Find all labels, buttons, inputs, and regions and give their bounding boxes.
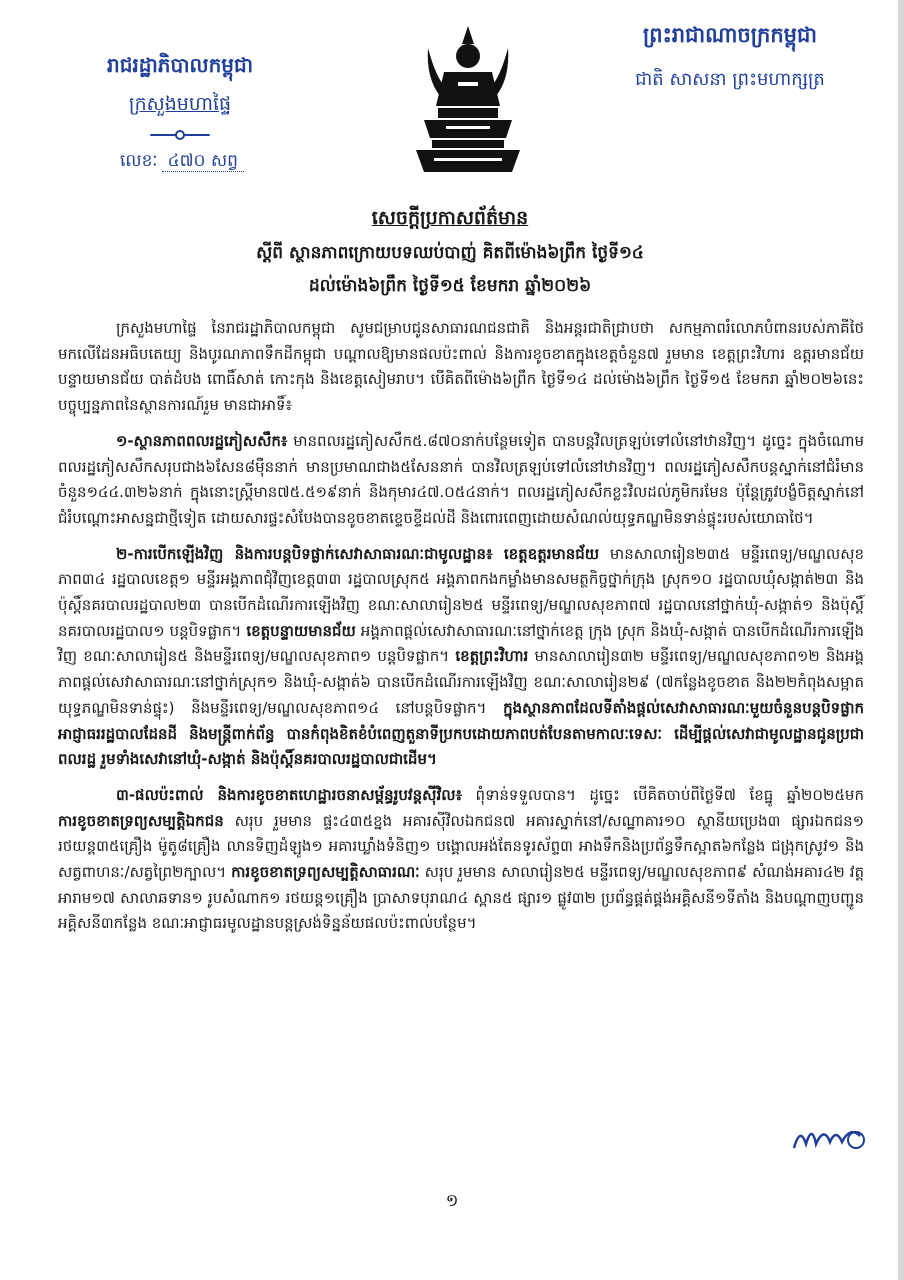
section-2-heading: ២-ការបើកឡើងវិញ និងការបន្តបិទផ្លាក់សេវាសាធារណៈជាមូលដ្ឋាន៖ ខេត្តឧត្តរមានជ័យ — [116, 544, 600, 563]
initials-signature-icon — [790, 1118, 870, 1158]
section-3-text-b: សរុប រួមមាន ផ្ទះ៤៣៥ខ្នង អគារស៊ីវិលឯកជន៧ អគារស្នាក់នៅ/សណ្ឋាគារ១០ ស្ថានីយប្រេង៣ ផ្សារឯកជន១ រថយន្ត៣៥គ្រឿង ម៉ូតូ៨គ្រឿង លានទិញដំឡូង១ អគារឃ្លាំងទំនិញ១ បង្គោលអង់តែនទូរស័ព្ទ៣ អាងទឹកនិងប្រព័ន្ធទឹកស្អាត៦កន្លែង ជង្រុកស្រូវ១ និងសត្វពាហនៈ/សត្វព្រៃ២ក្បាល។ — [58, 811, 864, 882]
section-3-heading: ៣-ផលប៉ះពាល់ និងការខូចខាតហេដ្ឋារចនាសម្ព័ន្ធរូបវន្តស៊ីវិល៖ — [116, 785, 463, 804]
document-number-value: ៤៧០ សព្វ — [162, 151, 244, 172]
intro-paragraph: ក្រសួងមហាផ្ទៃ នៃរាជរដ្ឋាភិបាលកម្ពុជា សូមជម្រាបជូនសាធារណជនជាតិ និងអន្តរជាតិជ្រាបថា សកម្មភាពរំលោភបំពានរបស់ភាគីថៃ មកលើដែនអធិបតេយ្យ និងបូរណភាពទឹកដីកម្ពុជា បណ្តាលឱ្យមានផលប៉ះពាល់ និងការខូចខាតក្នុងខេត្តចំនួន៧ រួមមាន ខេត្តព្រះវិហារ ឧត្តរមានជ័យ បន្ទាយមានជ័យ បាត់ដំបង ពោធិ៍សាត់ កោះកុង និងខេត្តសៀមរាប។ បើគិតពីម៉ោង៦ព្រឹក ថ្ងៃទី១៤ ដល់ម៉ោង៦ព្រឹក ថ្ងៃទី១៥ ខែមករា ឆ្នាំ២០២៦នេះ បច្ចុប្បន្នភាពនៃស្ថានការណ៍រួម មានជាអាទិ៍៖ — [58, 319, 864, 415]
page-edge — [898, 0, 904, 1280]
section-3-text-c: សរុប រួមមាន សាលារៀន២៥ មន្ទីរពេទ្យ/មណ្ឌលសុខភាព៩ សំណង់អគារ៤២ វត្តអារាម១៧ សាលាឆទាន១ រូបសំណាក១ រថយន្ត១គ្រឿង ប្រាសាទបុរាណ៤ ស្ពាន៥ ផ្សារ១ ផ្លូវ៣២ ប្រព័ន្ធផ្គត់ផ្គង់អគ្គិសនី១ទីតាំង និងបណ្តាញបញ្ជូនអគ្គិសនី៣កន្លែង ខណៈអាជ្ញាធរមូលដ្ឋានបន្តស្រង់ទិន្នន័យផលប៉ះពាល់បន្ថែម។ — [58, 863, 864, 933]
document-number — [120, 150, 244, 175]
national-motto: ជាតិ សាសនា ព្រះមហាក្សត្រ — [635, 69, 825, 90]
section-1-text: មានពលរដ្ឋភៀសសឹក៥.៨៧០នាក់បន្ថែមទៀត បានបន្តវិលត្រឡប់ទៅលំនៅឋានវិញ។ ដូច្នេះ ក្នុងចំណោមពលរដ្ឋភៀសសឹកសរុបជាង៦សែន៨ម៉ឺននាក់ មានប្រមាណជាង៥សែននាក់ បានវិលត្រឡប់ទៅលំនៅឋានវិញ។ ពលរដ្ឋភៀសសឹកបន្តស្នាក់នៅជំរំមានចំនួន១៤៤.៣២៦នាក់ ក្នុងនោះស្ត្រីមាន៧៥.៥១៩នាក់ និងកុមារ៤៧.០៥៤នាក់។ ពលរដ្ឋភៀសសឹកខ្លះវិលដល់ភូមិករមែន ប៉ុន្តែត្រូវបង្ខំចិត្តស្នាក់នៅជំរំបណ្តោះអាសន្នជាថ្មីទៀត ដោយសារផ្ទះសំបែងបានខូចខាតខ្ទេចខ្ទីដល់ដី និងពោរពេញដោយសំណល់យុទ្ធភណ្ឌមិនទាន់ផ្ទុះរបស់យោធាថៃ។ — [58, 431, 864, 527]
section-3-paragraph — [58, 783, 864, 937]
title-line-3: ដល់ម៉ោង៦ព្រឹក ថ្ងៃទី១៥ ខែមករា ឆ្នាំ២០២៦ — [308, 276, 592, 296]
document-body — [58, 316, 864, 947]
section-2-heading-c: ខេត្តព្រះវិហារ — [455, 647, 529, 666]
page-number: ១ — [445, 1191, 459, 1211]
ministry-header — [60, 52, 300, 140]
ministry-name: ក្រសួងមហាផ្ទៃ — [128, 93, 232, 115]
section-3-heading-c: ការខូចខាតទ្រព្យសម្បត្តិសាធារណៈ — [231, 863, 420, 882]
section-3-text-a: ពុំទាន់ទទួលបាន។ ដូច្នេះ បើគិតចាប់ពីថ្ងៃទី៧ ខែធ្នូ ឆ្នាំ២០២៥មក — [462, 785, 864, 804]
section-2-text-b: អង្គភាពផ្តល់សេវាសាធារណៈនៅថ្នាក់ខេត្ត ក្រុង ស្រុក និងឃុំ-សង្កាត់ បានបើកដំណើរការឡើងវិញ ខណៈសាលារៀន៥ និងមន្ទីរពេទ្យ/មណ្ឌលសុខភាព១ បន្តបិទផ្លាក។ — [58, 621, 864, 666]
kingdom-header — [590, 22, 870, 94]
section-3-heading-b: ការខូចខាតទ្រព្យសម្បត្តិឯកជន — [58, 811, 224, 830]
ornament-icon — [150, 130, 210, 140]
section-2-tail: ក្នុងស្ថានភាពដែលទីតាំងផ្តល់សេវាសាធារណៈមួយចំនួនបន្តបិទផ្លាក អាជ្ញាធររដ្ឋបាលដែនដី និងមន្ត្រីពាក់ព័ន្ធ បានកំពុងខិតខំបំពេញតួនាទីប្រកបដោយភាពបត់បែនតាមកាលៈទេសៈ ដើម្បីផ្តល់សេវាជាមូលដ្ឋានជូនប្រជាពលរដ្ឋ រួមទាំងសេវានៅឃុំ-សង្កាត់ និងប៉ុស្តិ៍នគរបាលរដ្ឋបាលជាដើម។ — [58, 698, 864, 769]
title-line-1: សេចក្តីប្រកាសព័ត៌មាន — [371, 207, 529, 229]
title-line-2: ស្តីពី ស្ថានភាពក្រោយបទឈប់បាញ់ គិតពីម៉ោង៦ព្រឹក ថ្ងៃទី១៤ — [256, 243, 644, 263]
royal-emblem-icon — [398, 22, 538, 182]
section-2-text-a: មានសាលារៀន២៣៥ មន្ទីរពេទ្យ/មណ្ឌលសុខភាព៣៤ រដ្ឋបាលខេត្ត១ មន្ទីរអង្គភាពជុំវិញខេត្ត៣៣ រដ្ឋបាលស្រុក៥ អង្គភាពកងកម្លាំងមានសមត្ថកិច្ចថ្នាក់ក្រុង ស្រុក១០ រដ្ឋបាលឃុំសង្កាត់២៣ និងប៉ុស្តិ៍នគរបាលរដ្ឋបាល២៣ បានបើកដំណើរការឡើងវិញ ខណៈសាលារៀន២៥ មន្ទីរពេទ្យ/មណ្ឌលសុខភាព៧ រដ្ឋបាលនៅថ្នាក់ឃុំ-សង្កាត់១ និងប៉ុស្តិ៍នគរបាលរដ្ឋបាល១ បន្តបិទផ្លាក។ — [58, 544, 864, 640]
kingdom-name: ព្រះរាជាណាចក្រកម្ពុជា — [642, 23, 817, 47]
document-number-label: លេខៈ — [120, 151, 158, 171]
section-2-heading-b: ខេត្តបន្ទាយមានជ័យ — [246, 621, 356, 640]
document-title — [100, 206, 800, 300]
section-2-paragraph — [58, 542, 864, 773]
section-2-text-c: មានសាលារៀន៣២ មន្ទីរពេទ្យ/មណ្ឌលសុខភាព១២ និងអង្គភាពផ្តល់សេវាសាធារណៈនៅថ្នាក់ស្រុក១ និងឃុំ-សង្កាត់៦ បានបើកដំណើរការឡើងវិញ ខណៈសាលារៀន២៩ (៧កន្លែងខូចខាត និង២២កំពុងសម្អាតយុទ្ធភណ្ឌមិនទាន់ផ្ទុះ) និងមន្ទីរពេទ្យ/មណ្ឌលសុខភាព១៤ នៅបន្តបិទផ្លាក។ — [58, 647, 864, 717]
government-name: រាជរដ្ឋាភិបាលកម្ពុជា — [107, 53, 253, 77]
section-1-heading: ១-ស្ថានភាពពលរដ្ឋភៀសសឹក៖ — [116, 431, 288, 450]
section-1-paragraph — [58, 429, 864, 532]
